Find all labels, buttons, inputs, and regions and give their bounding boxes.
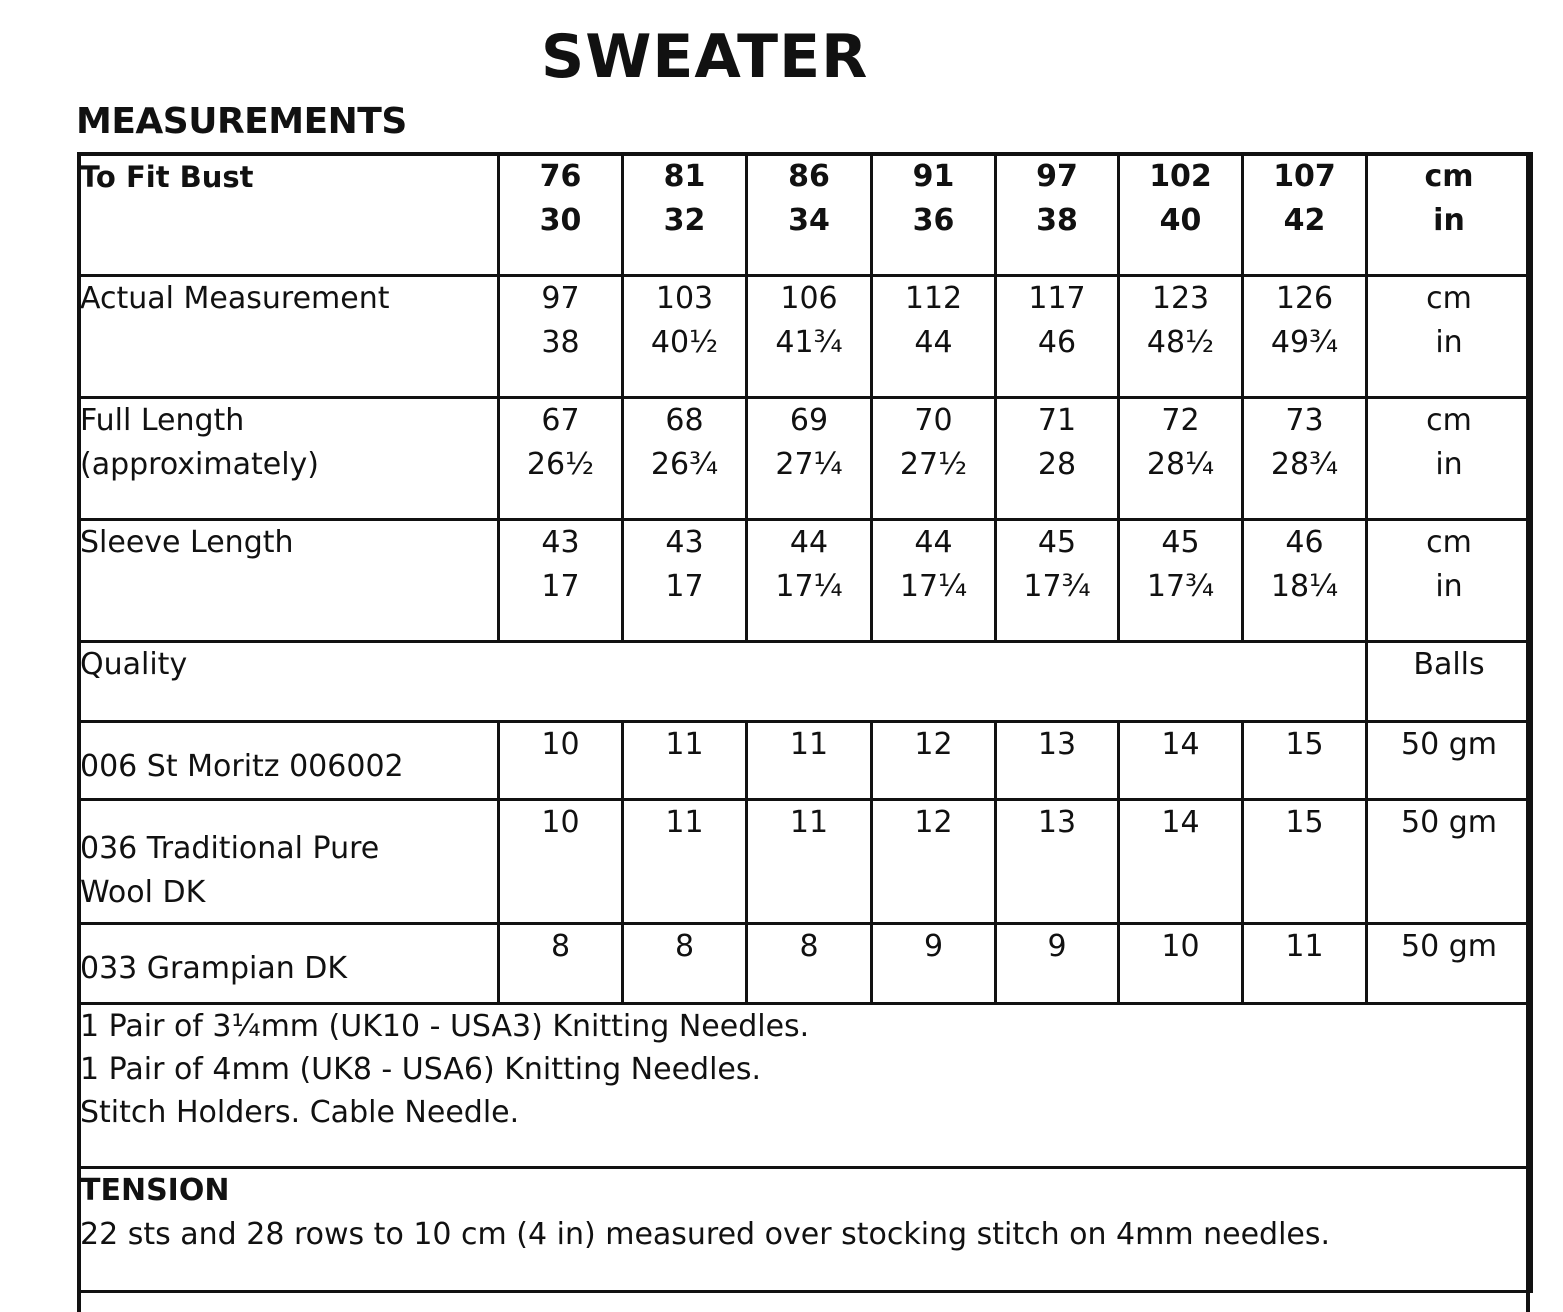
value-cell: 11 [623, 722, 747, 800]
size-cell: 97 38 [996, 154, 1119, 276]
needles-list [79, 1004, 1532, 1168]
tension-heading: TENSION [80, 1173, 230, 1208]
unit-cell: cm in [1367, 276, 1532, 398]
table-row-quality [79, 642, 1532, 722]
row-label-sleeve-length: Sleeve Length [79, 520, 499, 642]
value-cell: 15 [1243, 800, 1367, 924]
value-cell: 43 17 [499, 520, 623, 642]
value-cell: 70 27½ [872, 398, 996, 520]
quality-heading: Quality [79, 642, 1367, 722]
table-row-sleeve-length [79, 520, 1532, 642]
yarn-label: 033 Grampian DK [79, 924, 499, 1004]
value-cell: 67 26½ [499, 398, 623, 520]
value-cell: 71 28 [996, 398, 1119, 520]
value-cell: 15 [1243, 722, 1367, 800]
table-row-yarn [79, 924, 1532, 1004]
value-cell: 44 17¼ [872, 520, 996, 642]
size-cell: 107 42 [1243, 154, 1367, 276]
unit-cell: cm in [1367, 520, 1532, 642]
balls-heading: Balls [1367, 642, 1532, 722]
value-cell: 69 27¼ [747, 398, 872, 520]
value-cell: 123 48½ [1119, 276, 1243, 398]
table-row-needles [79, 1004, 1532, 1168]
measurements-table [77, 152, 1533, 1293]
table-row-actual [79, 276, 1532, 398]
value-cell: 11 [1243, 924, 1367, 1004]
value-cell: 45 17¾ [1119, 520, 1243, 642]
value-cell: 97 38 [499, 276, 623, 398]
value-cell: 11 [747, 722, 872, 800]
needles-line: Stitch Holders. Cable Needle. [80, 1095, 520, 1130]
value-cell: 14 [1119, 722, 1243, 800]
value-cell: 8 [747, 924, 872, 1004]
tension-text: 22 sts and 28 rows to 10 cm (4 in) measured over stocking stitch on 4mm needles. [80, 1217, 1331, 1252]
row-label-bust: To Fit Bust [79, 154, 499, 276]
value-cell: 43 17 [623, 520, 747, 642]
section-heading: MEASUREMENTS [76, 101, 407, 142]
value-cell: 8 [623, 924, 747, 1004]
unit-cell: 50 gm [1367, 722, 1532, 800]
value-cell: 117 46 [996, 276, 1119, 398]
value-cell: 13 [996, 800, 1119, 924]
unit-cell: 50 gm [1367, 800, 1532, 924]
value-cell: 9 [996, 924, 1119, 1004]
table-row-yarn [79, 800, 1532, 924]
value-cell: 11 [747, 800, 872, 924]
needles-line: 1 Pair of 3¼mm (UK10 - USA3) Knitting Needles. [80, 1009, 810, 1044]
value-cell: 112 44 [872, 276, 996, 398]
value-cell: 10 [499, 722, 623, 800]
needles-line: 1 Pair of 4mm (UK8 - USA6) Knitting Needles. [80, 1052, 762, 1087]
yarn-label: 006 St Moritz 006002 [79, 722, 499, 800]
value-cell: 8 [499, 924, 623, 1004]
value-cell: 11 [623, 800, 747, 924]
size-cell: 102 40 [1119, 154, 1243, 276]
value-cell: 44 17¼ [747, 520, 872, 642]
value-cell: 12 [872, 722, 996, 800]
value-cell: 106 41¾ [747, 276, 872, 398]
value-cell: 10 [499, 800, 623, 924]
unit-cell: 50 gm [1367, 924, 1532, 1004]
row-label-full-length: Full Length (approximately) [79, 398, 499, 520]
value-cell: 12 [872, 800, 996, 924]
size-cell: 86 34 [747, 154, 872, 276]
size-cell: 81 32 [623, 154, 747, 276]
table-row-tension [79, 1168, 1532, 1292]
value-cell: 68 26¾ [623, 398, 747, 520]
value-cell: 46 18¼ [1243, 520, 1367, 642]
value-cell: 103 40½ [623, 276, 747, 398]
size-cell: 76 30 [499, 154, 623, 276]
page-title: SWEATER [541, 22, 869, 92]
value-cell: 73 28¾ [1243, 398, 1367, 520]
value-cell: 14 [1119, 800, 1243, 924]
value-cell: 13 [996, 722, 1119, 800]
row-label-actual: Actual Measurement [79, 276, 499, 398]
value-cell: 10 [1119, 924, 1243, 1004]
value-cell: 9 [872, 924, 996, 1004]
value-cell: 72 28¼ [1119, 398, 1243, 520]
unit-cell: cm in [1367, 154, 1532, 276]
value-cell: 45 17¾ [996, 520, 1119, 642]
unit-cell: cm in [1367, 398, 1532, 520]
table-row-full-length [79, 398, 1532, 520]
size-cell: 91 36 [872, 154, 996, 276]
tension-block [79, 1168, 1532, 1292]
value-cell: 126 49¾ [1243, 276, 1367, 398]
table-row-yarn [79, 722, 1532, 800]
table-row-bust [79, 154, 1532, 276]
yarn-label: 036 Traditional Pure Wool DK [79, 800, 499, 924]
